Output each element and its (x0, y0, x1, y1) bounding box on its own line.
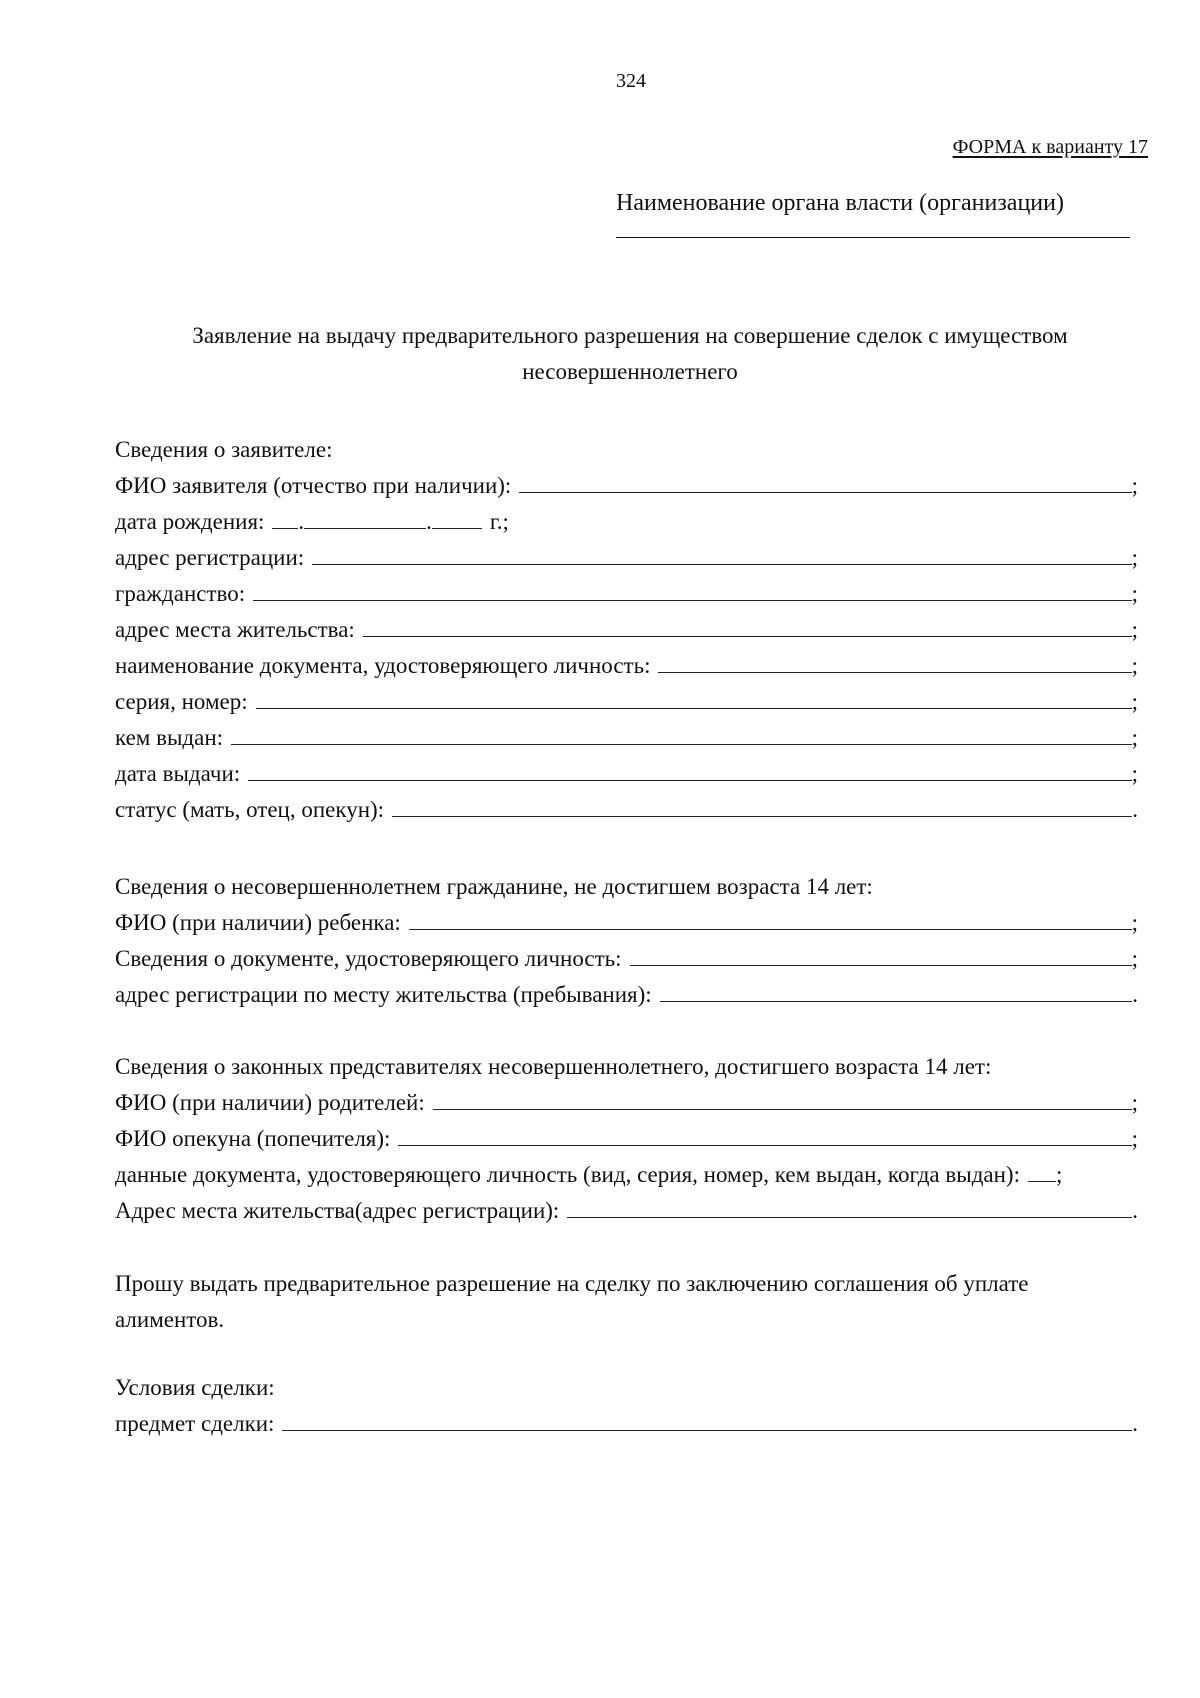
field-end: ; (1131, 1090, 1138, 1115)
parents-fio-field (115, 1085, 1138, 1121)
field-end: ; (1131, 1126, 1138, 1151)
field-end: ; (1131, 653, 1138, 678)
id-document-field (115, 648, 1138, 684)
child-document-field (115, 941, 1138, 977)
request-paragraph: Прошу выдать предварительное разрешение на сделку по заключению соглашения об уплате алиментов. (115, 1271, 1029, 1332)
field-label: ФИО опекуна (попечителя): (115, 1126, 391, 1151)
applicant-heading: Сведения о заявителе: (115, 437, 333, 462)
field-label: наименование документа, удостоверяющего личность: (115, 653, 651, 678)
field-label: ФИО (при наличии) ребенка: (115, 910, 401, 935)
field-end: . (1132, 797, 1138, 822)
child-document-input[interactable] (630, 965, 1132, 966)
citizenship-input[interactable] (253, 600, 1132, 601)
field-label: ФИО заявителя (отчество при наличии): (115, 473, 512, 498)
authority-fill-line[interactable] (616, 237, 1130, 238)
parents-fio-input[interactable] (433, 1109, 1132, 1110)
field-end: ; (1131, 581, 1138, 606)
deal-subject-field (115, 1406, 1138, 1442)
field-end: ; (1131, 473, 1138, 498)
deal-subject-input[interactable] (282, 1430, 1132, 1431)
field-end: . (1132, 982, 1138, 1007)
representative-document-field (115, 1157, 1138, 1193)
child-address-field (115, 977, 1138, 1013)
document-title: Заявление на выдачу предварительного разрешения на совершение сделок с имуществом несовершеннолетнего (192, 323, 1068, 384)
status-field (115, 792, 1138, 828)
page-number: 324 (616, 70, 646, 92)
field-label: предмет сделки: (115, 1411, 275, 1436)
field-end: . (1132, 1411, 1138, 1436)
birth-day-input[interactable] (272, 528, 298, 529)
field-end: ; (1131, 689, 1138, 714)
field-label: Адрес места жительства(адрес регистрации): (115, 1198, 560, 1223)
field-end: ; (1131, 761, 1138, 786)
birth-date-field (115, 504, 1138, 540)
birth-month-input[interactable] (304, 528, 426, 529)
date-separator: . (426, 509, 432, 534)
field-label: адрес регистрации по месту жительства (пребывания): (115, 982, 652, 1007)
field-end: ; (1055, 1162, 1063, 1187)
issued-by-field (115, 720, 1138, 756)
terms-heading: Условия сделки: (115, 1375, 275, 1400)
reg-address-field (115, 540, 1138, 576)
birth-year-input[interactable] (432, 528, 482, 529)
residence-input[interactable] (363, 636, 1132, 637)
field-label: ФИО (при наличии) родителей: (115, 1090, 425, 1115)
field-label: дата выдачи: (115, 761, 241, 786)
representatives-section (115, 1049, 1138, 1229)
field-end: . (1132, 1198, 1138, 1223)
authority-label: Наименование органа власти (организации) (616, 190, 1064, 216)
field-label: данные документа, удостоверяющего личность (вид, серия, номер, кем выдан, когда выдан): (115, 1162, 1020, 1187)
field-label: Сведения о документе, удостоверяющего личность: (115, 946, 622, 971)
issue-date-field (115, 756, 1138, 792)
field-label: адрес места жительства: (115, 617, 355, 642)
representatives-heading: Сведения о законных представителях несовершеннолетнего, достигшего возраста 14 лет: (115, 1054, 992, 1079)
id-document-input[interactable] (658, 672, 1131, 673)
applicant-section (115, 432, 1138, 828)
representative-address-input[interactable] (567, 1217, 1132, 1218)
field-end: ; (1131, 910, 1138, 935)
reg-address-input[interactable] (312, 564, 1131, 565)
field-end: ; (1131, 946, 1138, 971)
field-label: серия, номер: (115, 689, 248, 714)
field-label: дата рождения: (115, 509, 265, 534)
representative-address-field (115, 1193, 1138, 1229)
minor-section (115, 869, 1138, 1013)
issued-by-input[interactable] (231, 744, 1132, 745)
child-address-input[interactable] (660, 1001, 1133, 1002)
minor-heading: Сведения о несовершеннолетнем гражданине, не достигшем возраста 14 лет: (115, 874, 873, 899)
series-number-input[interactable] (256, 708, 1132, 709)
citizenship-field (115, 576, 1138, 612)
guardian-fio-field (115, 1121, 1138, 1157)
series-number-field (115, 684, 1138, 720)
field-end: г.; (489, 509, 509, 534)
issue-date-input[interactable] (248, 780, 1131, 781)
applicant-fio-input[interactable] (519, 492, 1131, 493)
field-label: адрес регистрации: (115, 545, 305, 570)
representative-document-input[interactable] (1028, 1181, 1056, 1182)
terms-section (115, 1370, 1138, 1442)
applicant-fio-field (115, 468, 1138, 504)
status-input[interactable] (392, 816, 1132, 817)
residence-field (115, 612, 1138, 648)
child-fio-input[interactable] (409, 929, 1132, 930)
field-label: кем выдан: (115, 725, 224, 750)
child-fio-field (115, 905, 1138, 941)
date-separator: . (298, 509, 305, 534)
field-end: ; (1131, 617, 1138, 642)
field-end: ; (1131, 725, 1138, 750)
guardian-fio-input[interactable] (398, 1145, 1131, 1146)
form-reference: ФОРМА к варианту 17 (952, 136, 1148, 158)
field-label: гражданство: (115, 581, 246, 606)
field-end: ; (1131, 545, 1138, 570)
field-label: статус (мать, отец, опекун): (115, 797, 385, 822)
